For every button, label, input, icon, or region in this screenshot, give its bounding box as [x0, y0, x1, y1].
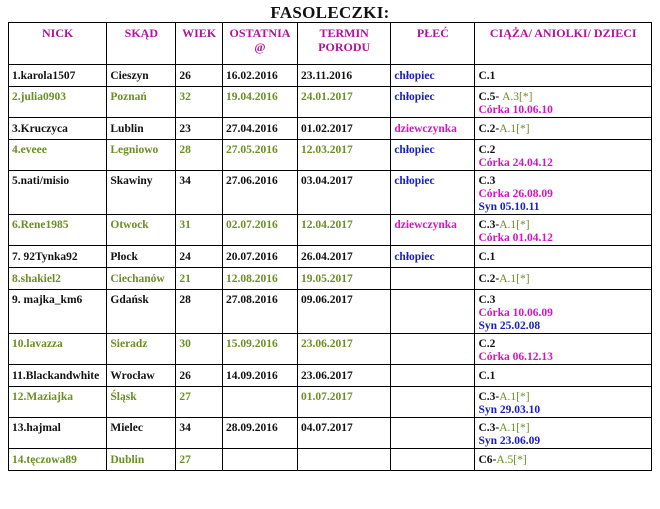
cell-ostatnia: 15.09.2016: [222, 334, 297, 365]
cell-sklad: Płock: [107, 246, 176, 268]
cell-wiek: 23: [176, 118, 223, 140]
cell-nick: 12.Maziajka: [9, 387, 107, 418]
children-text: Córka 26.08.09: [478, 188, 553, 200]
cell-dzieci: [475, 171, 652, 215]
children-text: Syn 29.03.10: [478, 404, 541, 416]
children-line: [478, 435, 651, 448]
cell-wiek: 32: [176, 87, 223, 118]
cell-plec: chłopiec: [391, 171, 475, 215]
table-body: [9, 65, 652, 471]
children-text: C.5-: [478, 91, 503, 103]
children-line: [478, 219, 651, 232]
cell-dzieci: [475, 418, 652, 449]
cell-plec: [391, 268, 475, 290]
cell-wiek: 26: [176, 65, 223, 87]
angel-count: A.1[*]: [499, 422, 530, 434]
cell-nick: 8.shakiel2: [9, 268, 107, 290]
cell-wiek: 34: [176, 418, 223, 449]
cell-sklad: Gdańsk: [107, 290, 176, 334]
cell-termin: 04.07.2017: [298, 418, 391, 449]
table-row: [9, 418, 652, 449]
children-text: Córka 10.06.10: [478, 104, 553, 116]
cell-nick: 1.karola1507: [9, 65, 107, 87]
table-row: [9, 334, 652, 365]
angel-count: A.1[*]: [499, 219, 530, 231]
cell-wiek: 31: [176, 215, 223, 246]
cell-sklad: Dublin: [107, 449, 176, 471]
children-line: [478, 391, 651, 404]
children-line: [478, 251, 651, 264]
children-line: [478, 70, 651, 83]
header-row: [9, 23, 652, 65]
cell-sklad: Śląsk: [107, 387, 176, 418]
children-text: Córka 10.06.09: [478, 307, 553, 319]
children-text: C.2-: [478, 273, 500, 285]
children-text: C.2: [478, 338, 496, 350]
cell-dzieci: [475, 87, 652, 118]
cell-wiek: 34: [176, 171, 223, 215]
children-line: [478, 307, 651, 320]
children-line: [478, 123, 651, 136]
cell-nick: 11.Blackandwhite: [9, 365, 107, 387]
cell-plec: chłopiec: [391, 140, 475, 171]
cell-sklad: Mielec: [107, 418, 176, 449]
angel-count: A.1[*]: [499, 123, 530, 135]
children-line: [478, 422, 651, 435]
table-row: [9, 215, 652, 246]
cell-ostatnia: 16.02.2016: [222, 65, 297, 87]
children-text: C.3: [478, 294, 496, 306]
cell-plec: chłopiec: [391, 65, 475, 87]
header-wiek: WIEK: [176, 23, 223, 65]
cell-dzieci: [475, 246, 652, 268]
members-table: [8, 22, 652, 471]
cell-ostatnia: 27.06.2016: [222, 171, 297, 215]
cell-ostatnia: [222, 387, 297, 418]
cell-ostatnia: 14.09.2016: [222, 365, 297, 387]
children-line: [478, 320, 651, 333]
cell-sklad: Ciechanów: [107, 268, 176, 290]
cell-sklad: Sieradz: [107, 334, 176, 365]
children-text: C.3-: [478, 422, 500, 434]
cell-nick: 4.eveee: [9, 140, 107, 171]
cell-nick: 7. 92Tynka92: [9, 246, 107, 268]
angel-count: A.1[*]: [499, 273, 530, 285]
children-line: [478, 338, 651, 351]
children-line: [478, 232, 651, 245]
children-line: [478, 201, 651, 214]
children-line: [478, 175, 651, 188]
children-line: [478, 104, 651, 117]
cell-ostatnia: 12.08.2016: [222, 268, 297, 290]
cell-nick: 6.Rene1985: [9, 215, 107, 246]
children-text: C.3-: [478, 219, 500, 231]
cell-dzieci: [475, 118, 652, 140]
header-termin: TERMIN PORODU: [298, 23, 391, 65]
cell-termin: 24.01.2017: [298, 87, 391, 118]
cell-nick: 5.nati/misio: [9, 171, 107, 215]
cell-ostatnia: 19.04.2016: [222, 87, 297, 118]
cell-plec: [391, 387, 475, 418]
cell-dzieci: [475, 268, 652, 290]
cell-plec: [391, 449, 475, 471]
children-line: [478, 273, 651, 286]
cell-termin: 09.06.2017: [298, 290, 391, 334]
table-row: [9, 449, 652, 471]
cell-ostatnia: 27.08.2016: [222, 290, 297, 334]
children-text: C.1: [478, 251, 496, 263]
cell-wiek: 27: [176, 449, 223, 471]
cell-ostatnia: 02.07.2016: [222, 215, 297, 246]
children-line: [478, 370, 651, 383]
angel-count: A.3[*]: [502, 91, 533, 103]
cell-ostatnia: 27.05.2016: [222, 140, 297, 171]
table-row: [9, 246, 652, 268]
children-text: Córka 24.04.12: [478, 157, 553, 169]
page-title: FASOLECZKI:: [270, 3, 390, 22]
cell-wiek: 27: [176, 387, 223, 418]
table-row: [9, 290, 652, 334]
cell-ostatnia: 20.07.2016: [222, 246, 297, 268]
cell-sklad: Wrocław: [107, 365, 176, 387]
children-text: C.3: [478, 175, 496, 187]
cell-ostatnia: [222, 449, 297, 471]
children-text: C.1: [478, 70, 496, 82]
children-line: [478, 351, 651, 364]
cell-nick: 13.hajmal: [9, 418, 107, 449]
children-text: Córka 01.04.12: [478, 232, 553, 244]
cell-dzieci: [475, 140, 652, 171]
cell-nick: 10.lavazza: [9, 334, 107, 365]
cell-termin: 23.06.2017: [298, 334, 391, 365]
children-line: [478, 188, 651, 201]
cell-wiek: 24: [176, 246, 223, 268]
cell-termin: 23.06.2017: [298, 365, 391, 387]
cell-termin: 12.03.2017: [298, 140, 391, 171]
cell-termin: 01.02.2017: [298, 118, 391, 140]
cell-plec: chłopiec: [391, 87, 475, 118]
header-plec: PŁEĆ: [391, 23, 475, 65]
cell-plec: dziewczynka: [391, 215, 475, 246]
cell-plec: [391, 290, 475, 334]
header-ostatnia: OSTATNIA @: [222, 23, 297, 65]
children-text: Syn 05.10.11: [478, 201, 540, 213]
header-nick: NICK: [9, 23, 107, 65]
children-text: C.2: [478, 144, 496, 156]
table-row: [9, 65, 652, 87]
children-text: Syn 23.06.09: [478, 435, 541, 447]
cell-dzieci: [475, 449, 652, 471]
children-text: C.1: [478, 370, 496, 382]
cell-dzieci: [475, 365, 652, 387]
cell-sklad: Otwock: [107, 215, 176, 246]
cell-plec: [391, 334, 475, 365]
table-row: [9, 140, 652, 171]
angel-count: A.1[*]: [499, 391, 530, 403]
cell-plec: chłopiec: [391, 246, 475, 268]
cell-wiek: 28: [176, 290, 223, 334]
cell-termin: 03.04.2017: [298, 171, 391, 215]
cell-sklad: Skawiny: [107, 171, 176, 215]
cell-sklad: Lublin: [107, 118, 176, 140]
children-line: [478, 404, 651, 417]
children-text: Córka 06.12.13: [478, 351, 553, 363]
cell-termin: 12.04.2017: [298, 215, 391, 246]
header-dzieci: CIĄŻA/ ANIOLKI/ DZIECI: [475, 23, 652, 65]
cell-termin: 23.11.2016: [298, 65, 391, 87]
children-line: [478, 454, 651, 467]
cell-dzieci: [475, 387, 652, 418]
children-text: C.2-: [478, 123, 500, 135]
angel-count: A.5[*]: [496, 454, 527, 466]
cell-wiek: 28: [176, 140, 223, 171]
cell-dzieci: [475, 65, 652, 87]
table-row: [9, 118, 652, 140]
cell-nick: 9. majka_km6: [9, 290, 107, 334]
table-row: [9, 171, 652, 215]
cell-dzieci: [475, 334, 652, 365]
cell-termin: 19.05.2017: [298, 268, 391, 290]
cell-wiek: 21: [176, 268, 223, 290]
table-row: [9, 87, 652, 118]
children-text: C.3-: [478, 391, 500, 403]
children-line: [478, 144, 651, 157]
children-line: [478, 91, 651, 104]
table-row: [9, 387, 652, 418]
cell-plec: [391, 418, 475, 449]
cell-termin: 26.04.2017: [298, 246, 391, 268]
cell-nick: 2.julia0903: [9, 87, 107, 118]
cell-plec: dziewczynka: [391, 118, 475, 140]
children-line: [478, 294, 651, 307]
cell-dzieci: [475, 215, 652, 246]
children-text: C6-: [478, 454, 497, 466]
children-text: Syn 25.02.08: [478, 320, 541, 332]
cell-ostatnia: 28.09.2016: [222, 418, 297, 449]
header-sklad: SKĄD: [107, 23, 176, 65]
cell-sklad: Cieszyn: [107, 65, 176, 87]
cell-ostatnia: 27.04.2016: [222, 118, 297, 140]
cell-wiek: 30: [176, 334, 223, 365]
cell-sklad: Poznań: [107, 87, 176, 118]
cell-dzieci: [475, 290, 652, 334]
table-row: [9, 365, 652, 387]
table-row: [9, 268, 652, 290]
cell-sklad: Legniowo: [107, 140, 176, 171]
cell-nick: 14.tęczowa89: [9, 449, 107, 471]
cell-plec: [391, 365, 475, 387]
cell-termin: 01.07.2017: [298, 387, 391, 418]
cell-termin: [298, 449, 391, 471]
children-line: [478, 157, 651, 170]
cell-nick: 3.Kruczyca: [9, 118, 107, 140]
cell-wiek: 26: [176, 365, 223, 387]
